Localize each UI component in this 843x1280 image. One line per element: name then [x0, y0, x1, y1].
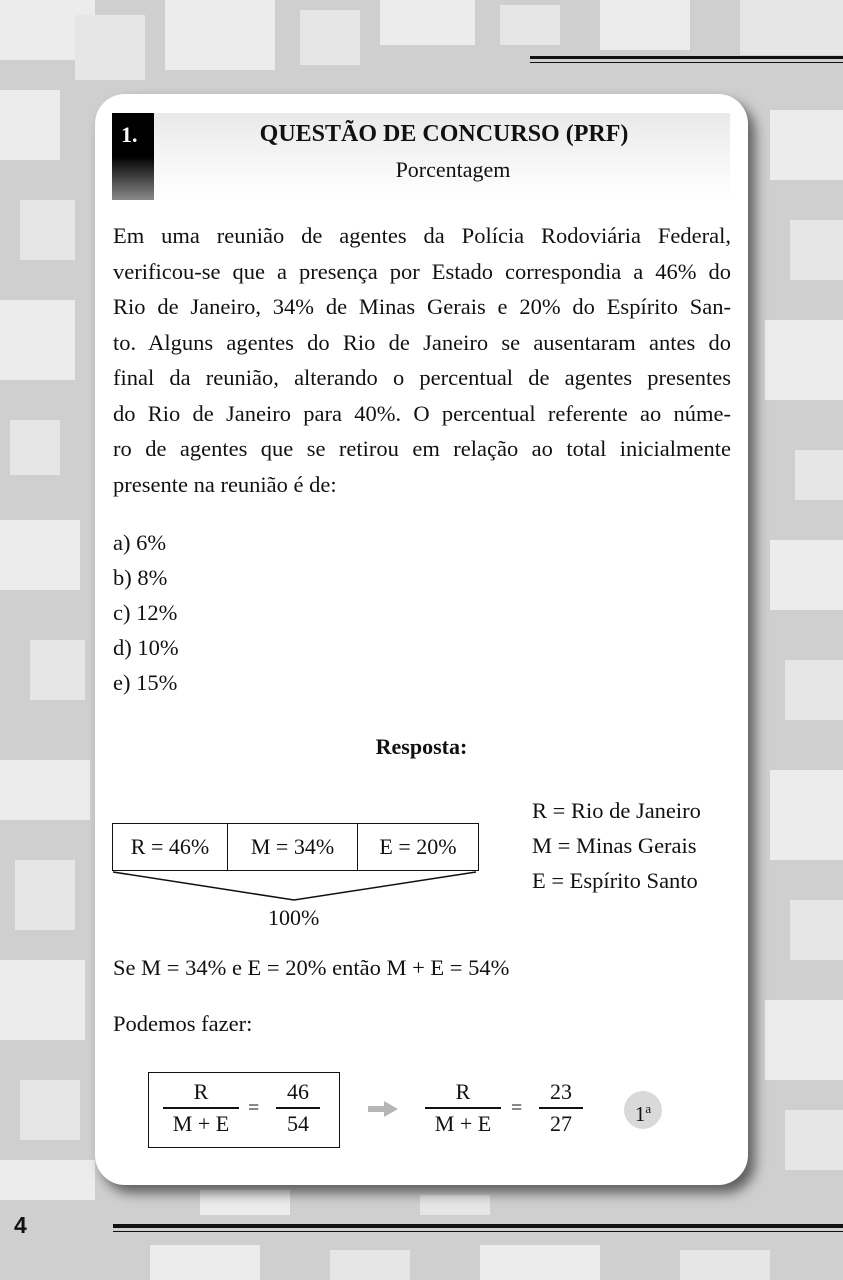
total-label: 100%: [268, 905, 320, 930]
fraction-bar: [539, 1107, 583, 1109]
percent-cell-r: R = 46%: [113, 824, 228, 870]
question-line: presente na reunião é de:: [113, 471, 337, 497]
fraction-denominator: M + E: [172, 1110, 230, 1136]
fraction-bar: [163, 1107, 239, 1109]
legend-r: R = Rio de Janeiro: [532, 798, 701, 823]
page-number: 4: [14, 1212, 27, 1238]
fraction-denominator: 54: [287, 1110, 309, 1136]
fraction-1-left: [163, 1079, 239, 1137]
question-text: [113, 218, 731, 502]
fraction-2-left: [425, 1079, 501, 1137]
equals-sign: =: [511, 1097, 523, 1119]
fraction-denominator: M + E: [434, 1110, 492, 1136]
fraction-numerator: 46: [287, 1079, 309, 1104]
fraction-numerator: R: [193, 1079, 209, 1104]
question-line: verificou-se que a presença por Estado correspondia a 46% do: [113, 258, 731, 284]
legend-e: E = Espírito Santo: [532, 868, 698, 893]
fraction-denominator: 27: [550, 1110, 572, 1136]
question-line: to. Alguns agentes do Rio de Janeiro se ausentaram antes do: [113, 329, 731, 355]
option-e: e) 15%: [113, 670, 178, 695]
question-title: QUESTÃO DE CONCURSO (PRF): [259, 121, 629, 147]
step-badge: [624, 1091, 662, 1129]
question-number: 1.: [121, 122, 138, 147]
percent-cell-e: E = 20%: [379, 834, 457, 859]
fraction-bar: [425, 1107, 501, 1109]
bottom-rule-thin: [113, 1231, 843, 1232]
top-rule: [530, 56, 843, 59]
question-subtitle: Porcentagem: [395, 157, 511, 182]
step-badge-number: 1: [634, 1102, 646, 1126]
fraction-numerator: R: [455, 1079, 471, 1104]
intro-text: Podemos fazer:: [113, 1011, 253, 1036]
fraction-1-right: [276, 1079, 320, 1137]
percent-cell-m: M = 34%: [228, 824, 358, 870]
option-d: d) 10%: [113, 635, 179, 660]
top-rule-thin: [530, 62, 843, 63]
question-line: Em uma reunião de agentes da Polícia Rodoviária Federal,: [113, 223, 731, 248]
arrow-right-icon: [368, 1101, 398, 1117]
step-badge-sup: a: [645, 1101, 652, 1116]
fraction-numerator: 23: [550, 1079, 572, 1104]
question-line: Rio de Janeiro, 34% de Minas Gerais e 20% do Espírito San-: [113, 294, 731, 319]
fraction-2-right: [539, 1079, 583, 1137]
percent-table: [112, 823, 479, 871]
question-line: final da reunião, alterando o percentual de agentes presentes: [113, 365, 731, 390]
option-c: c) 12%: [113, 600, 178, 625]
option-a: a) 6%: [113, 530, 167, 555]
question-line: do Rio de Janeiro para 40%. O percentual referente ao núme-: [113, 400, 731, 426]
answer-heading: Resposta:: [375, 734, 468, 759]
question-line: ro de agentes que se retirou em relação ao total inicialmente: [113, 436, 731, 461]
bottom-rule: [113, 1224, 843, 1228]
fraction-bar: [276, 1107, 320, 1109]
equals-sign: =: [248, 1097, 260, 1119]
sum-statement: Se M = 34% e E = 20% então M + E = 54%: [113, 955, 510, 980]
option-b: b) 8%: [113, 565, 168, 590]
total-brace: [112, 870, 482, 904]
legend-m: M = Minas Gerais: [532, 833, 697, 858]
